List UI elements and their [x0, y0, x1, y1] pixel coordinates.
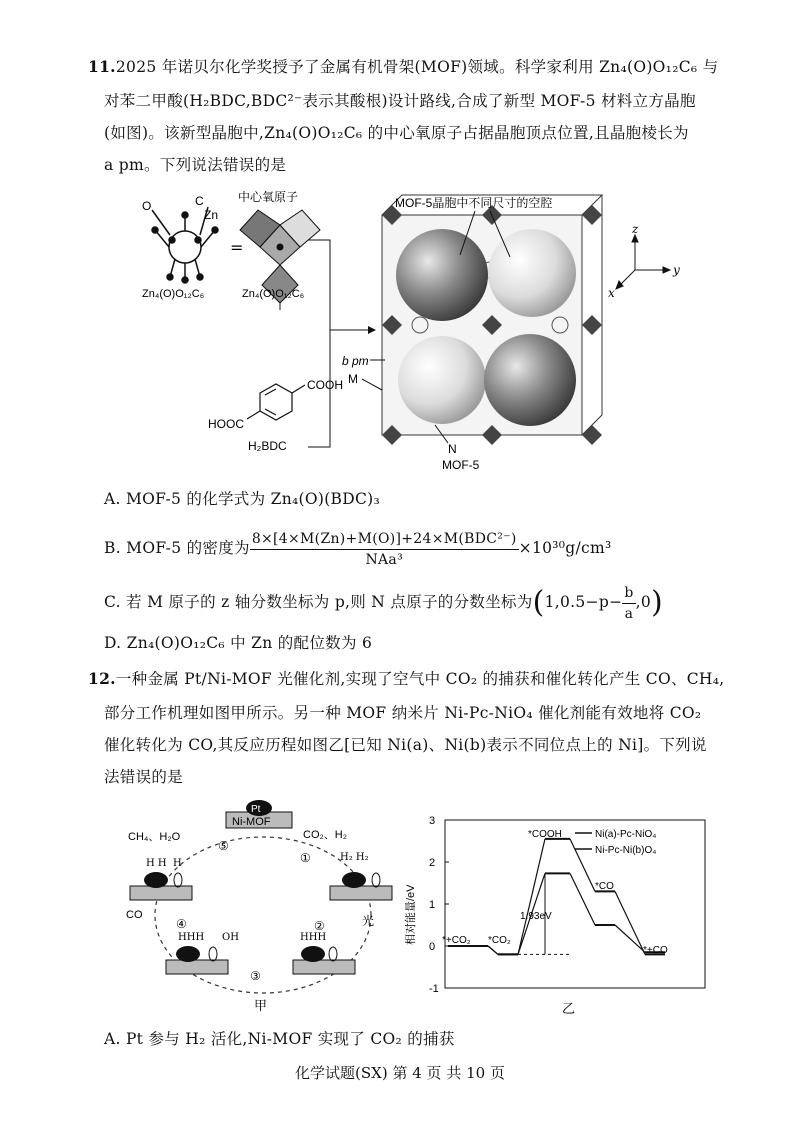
label-light: 光 [362, 914, 375, 928]
label-h2bdc: H₂BDC [248, 439, 287, 453]
step-4: ④ [176, 917, 187, 931]
label-bpm: b pm [342, 354, 369, 368]
step-5: ⑤ [218, 839, 229, 853]
label-pt: Pt [251, 804, 261, 815]
step-1: ① [300, 851, 311, 865]
y-axis-label: 相对能量/eV [405, 884, 417, 945]
equals-sign: = [230, 238, 244, 257]
optC-prefix: C. 若 M 原子的 z 轴分数坐标为 p,则 N 点原子的分数坐标为 [104, 593, 533, 611]
label-h2-a: H₂ H₂ [340, 852, 369, 863]
coord-frac-den: a [624, 605, 634, 622]
q11-option-c: C. 若 M 原子的 z 轴分数坐标为 p,则 N 点原子的分数坐标为(1,0.5−p− $\frac{b}{a}$ ,0) [104, 584, 664, 622]
optB-prefix: B. MOF-5 的密度为 [104, 539, 250, 557]
y-tick-label: 0 [429, 941, 436, 953]
step-3: ③ [250, 969, 261, 983]
cavity-sphere [484, 334, 576, 426]
label-Zn: Zn [204, 208, 219, 222]
label-co2-start: *+CO₂ [442, 935, 471, 946]
axis-triad [616, 235, 670, 289]
label-hooc: HOOC [208, 417, 244, 431]
q12-line2: 部分工作机理如图甲所示。另一种 MOF 纳米片 Ni-Pc-NiO₄ 催化剂能有效地将 CO₂ [104, 704, 702, 722]
caption-yi: 乙 [562, 1002, 576, 1017]
label-co2h2: CO₂、H₂ [303, 829, 347, 841]
y-tick-label: 1 [429, 899, 436, 911]
energy-profile-chart [400, 805, 730, 1020]
plot-frame [445, 820, 705, 988]
label-h-atoms: H H [146, 858, 167, 869]
cavity-sphere [488, 229, 576, 317]
label-mof5: MOF-5 [442, 458, 480, 472]
energy-connector-2 [488, 946, 498, 954]
coord-frac-num: b [622, 583, 635, 604]
label-center-o: 中心氧原子 [238, 190, 299, 204]
density-fraction [250, 529, 519, 570]
label-nimof: Ni-MOF [232, 816, 271, 828]
energy-connector-2 [615, 925, 645, 952]
q12-line3: 催化转化为 CO,其反应历程如图乙[已知 Ni(a)、Ni(b)表示不同位点上的 Ni]。下列说 [104, 736, 707, 754]
label-ch4h2o: CH₄、H₂O [128, 831, 181, 843]
q11-option-a: A. MOF-5 的化学式为 Zn₄(O)(BDC)₃ [104, 490, 380, 508]
optB-suffix: ×10³⁰g/cm³ [518, 539, 612, 557]
step-2: ② [314, 919, 325, 933]
energy-connector-1 [518, 839, 545, 955]
barrier-label: 1.93eV [520, 911, 552, 922]
label-sco: *CO [595, 881, 614, 892]
mof5-crystal [382, 195, 602, 445]
legend-series-1: Ni(a)-Pc-NiO₄ [595, 829, 657, 840]
label-O: O [142, 199, 152, 213]
label-pco: *+CO [643, 945, 668, 956]
q11-option-d: D. Zn₄(O)O₁₂C₆ 中 Zn 的配位数为 6 [104, 634, 373, 652]
label-M: M [348, 372, 358, 386]
energy-connector-1 [615, 891, 645, 954]
label-cooh: COOH [307, 378, 343, 392]
formula-right: Zn₄(O)O₁₂C₆ [242, 288, 305, 300]
axis-x: x [608, 286, 615, 300]
q11-line4: a pm。下列说法错误的是 [104, 156, 287, 174]
density-numerator: 8×[4×M(Zn)+M(O)]+24×M(BDC²⁻) [250, 529, 519, 550]
energy-connector-2 [570, 873, 595, 925]
cavity-sphere [396, 229, 488, 321]
label-cooh: *COOH [528, 829, 562, 840]
q11-number: 11. [88, 57, 116, 76]
label-h-atoms-c: HHH [300, 932, 327, 943]
q11-option-b [104, 526, 612, 570]
axis-y: y [673, 263, 680, 277]
y-tick-label: 2 [429, 857, 436, 869]
label-sco2: *CO₂ [488, 935, 511, 946]
y-tick-label: -1 [429, 983, 439, 995]
label-C: C [195, 194, 204, 208]
formula-left: Zn₄(O)O₁₂C₆ [142, 288, 205, 300]
q11-text1: 2025 年诺贝尔化学奖授予了金属有机骨架(MOF)领域。科学家利用 Zn₄(O)O₁₂C₆ 与 [115, 58, 719, 76]
optC-coord-a: 1,0.5−p− [544, 593, 623, 611]
label-N: N [448, 442, 457, 456]
optC-coord-b: ,0 [635, 593, 652, 611]
q12-number: 12. [88, 669, 116, 688]
q12-text1: 一种金属 Pt/Ni-MOF 光催化剂,实现了空气中 CO₂ 的捕获和催化转化产生 CO、CH₄, [115, 670, 725, 688]
h2bdc-structure [247, 384, 305, 420]
label-oh: OH [222, 932, 239, 943]
page-footer: 化学试题(SX) 第 4 页 共 10 页 [295, 1064, 505, 1082]
caption-jia: 甲 [254, 999, 268, 1014]
q12-option-a: A. Pt 参与 H₂ 活化,Ni-MOF 实现了 CO₂ 的捕获 [104, 1030, 455, 1048]
q11-line2: 对苯二甲酸(H₂BDC,BDC²⁻表示其酸根)设计路线,合成了新型 MOF-5 材料立方晶胞 [104, 92, 696, 110]
cavity-sphere [398, 336, 486, 424]
label-h-atoms-b: HHH [178, 932, 205, 943]
q11-line3: (如图)。该新型晶胞中,Zn₄(O)O₁₂C₆ 的中心氧原子占据晶胞顶点位置,且晶胞棱长为 [104, 124, 689, 142]
legend-series-2: Ni-Pc-Ni(b)O₄ [595, 845, 657, 856]
label-co: CO [126, 909, 143, 921]
density-denominator: NAa³ [365, 551, 403, 568]
q12-line1 [88, 664, 724, 694]
q12-line4: 法错误的是 [104, 768, 184, 786]
y-tick-label: 3 [429, 815, 436, 827]
energy-connector-1 [570, 839, 595, 892]
label-cavity: MOF-5晶胞中不同尺寸的空腔 [395, 196, 553, 210]
coord-fraction [622, 583, 635, 624]
q11-line1 [88, 52, 718, 82]
mof5-figure [130, 185, 690, 475]
label-h-atom: H [173, 858, 182, 869]
axis-z: z [632, 222, 639, 236]
mechanism-figure-jia [118, 800, 408, 1020]
